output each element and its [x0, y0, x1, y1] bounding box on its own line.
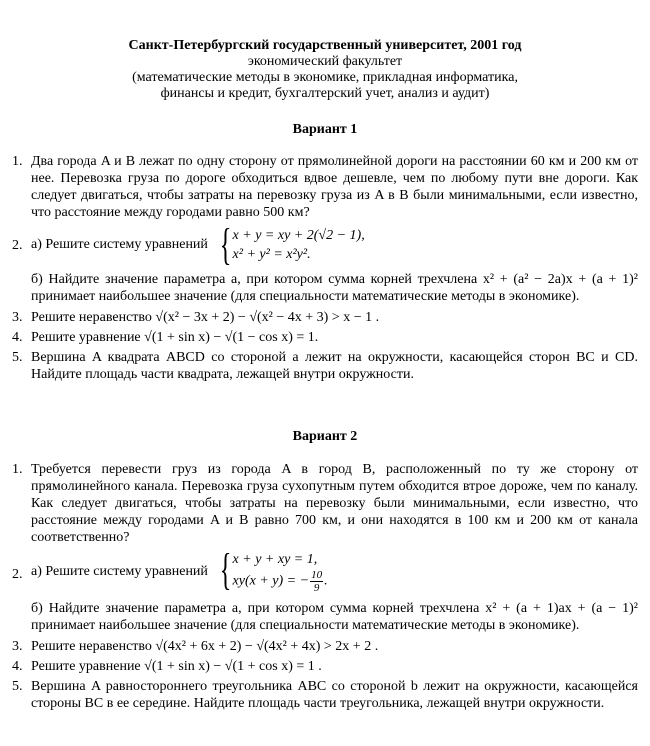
brace-icon: { [220, 545, 232, 594]
equation-line: xy(x + y) = − $\frac{10}{9}$ . [232, 569, 328, 594]
document-header [0, 38, 650, 102]
problem-text: б) Найдите значение параметра a, при котором сумма корней трехчлена x² + (a² − 2a)x + (a + 1)² принимает наибольшее значение (для специальности математические методы в экономике). [31, 272, 638, 304]
problem-item: 4. Решите уравнение √(1 + sin x) − √(1 − cos x) = 1. [12, 330, 319, 345]
problem-text: а) Решите систему уравнений [31, 237, 208, 253]
problem-item: 2. а) Решите систему уравнений { x + y + xy = 1, xy(x + y) = − $\frac{10}{9}$ . [12, 545, 328, 594]
problem-item: 1. Два города A и B лежат по одну сторону от прямолинейной дороги на расстоянии 60 км и 200 км от нее. Перевозка груза по дороге обходиться вдвое дешевле, чем по любому пути вне дороги. Как следует двигаться, чтобы затраты на перевозку груза из A в B были минимальными, если известно, что расстояние между городами равно 500 км? [12, 154, 638, 220]
problem-text: Вершина A равностороннего треугольника ABC со стороной b лежит на окружности, касающейся стороны BC в ее середине. Найдите площадь части треугольника, лежащей внутри окружности. [31, 679, 638, 711]
variant-1-problems [12, 153, 638, 386]
problem-item [12, 271, 638, 305]
problem-item: 2. а) Решите систему уравнений { x + y = xy + 2(√2 − 1), x² + y² = x²y². [12, 220, 365, 269]
problem-text: а) Решите систему уравнений [31, 564, 208, 580]
fraction: $\frac{10}{9}$ [311, 569, 323, 594]
equation-system [215, 545, 328, 594]
problem-text: Два города A и B лежат по одну сторону от прямолинейной дороги на расстоянии 60 км и 200 км от нее. Перевозка груза по дороге обходиться вдвое дешевле, чем по любому пути вне дороги. Как следует двигаться, чтобы затраты на перевозку груза из A в B были минимальными, если известно, что расстояние между городами равно 500 км? [31, 154, 638, 220]
problem-item: 1. Требуется перевести груз из города A в город B, расположенный по ту же сторону от прямолинейного канала. Перевозка груза сухопутным путем обходится втрое дороже, чем по каналу. Как следует двигаться, чтобы затраты на перевозку были минимальными, если известно, что расстояние между городами A и B равно 700 км, и они находятся в 100 км и 200 км от канала соответственно? [12, 462, 638, 545]
faculty-line: экономический факультет [247, 54, 403, 69]
problem-text: Решите уравнение √(1 + sin x) − √(1 − cos x) = 1. [31, 330, 319, 345]
equation-system [215, 220, 365, 269]
problem-item: 5. Вершина A квадрата ABCD со стороной a лежит на окружности, касающейся сторон BC и CD. Найдите площадь части квадрата, лежащей внутри окружности. [12, 350, 638, 382]
variant-1-title: Вариант 1 [292, 122, 358, 137]
variant-2-title: Вариант 2 [292, 429, 358, 444]
specialties-line-1: (математические методы в экономике, прикладная информатика, [132, 70, 518, 85]
problem-text: Решите уравнение √(1 + sin x) − √(1 + cos x) = 1 . [31, 659, 322, 674]
university-title: Санкт-Петербургский государственный университет, 2001 год [128, 38, 522, 53]
equation-line: x² + y² = x²y². [232, 247, 311, 262]
problem-item: 3. Решите неравенство √(x² − 3x + 2) − √(x² − 4x + 3) > x − 1 . [12, 310, 380, 325]
problem-text: б) Найдите значение параметра a, при котором сумма корней трехчлена x² + (a + 1)ax + (a − 1)² принимает наибольшее значение (для специальности математические методы в экономике). [31, 601, 638, 633]
equation-line: x + y + xy = 1, [232, 552, 318, 567]
problem-text: Решите неравенство √(4x² + 6x + 2) − √(4x² + 4x) > 2x + 2 . [31, 639, 379, 654]
problem-item [12, 600, 638, 634]
equation-line: x + y = xy + 2(√2 − 1), [232, 228, 365, 243]
problem-item: 5. Вершина A равностороннего треугольника ABC со стороной b лежит на окружности, касающейся стороны BC в ее середине. Найдите площадь части треугольника, лежащей внутри окружности. [12, 679, 638, 711]
specialties-line-2: финансы и кредит, бухгалтерский учет, анализ и аудит) [160, 86, 490, 101]
problem-text: Требуется перевести груз из города A в город B, расположенный по ту же сторону от прямолинейного канала. Перевозка груза сухопутным путем обходится втрое дороже, чем по каналу. Как следует двигаться, чтобы затраты на перевозку были минимальными, если известно, что расстояние между городами A и B равно 700 км, и они находятся в 100 км и 200 км от канала соответственно? [31, 462, 638, 545]
problem-text: Решите неравенство √(x² − 3x + 2) − √(x² − 4x + 3) > x − 1 . [31, 310, 380, 325]
problem-text: Вершина A квадрата ABCD со стороной a лежит на окружности, касающейся сторон BC и CD. Найдите площадь части квадрата, лежащей внутри окружности. [31, 350, 638, 382]
variant-2-problems [12, 461, 638, 715]
brace-icon: { [220, 220, 232, 269]
problem-item: 4. Решите уравнение √(1 + sin x) − √(1 + cos x) = 1 . [12, 659, 322, 674]
problem-item: 3. Решите неравенство √(4x² + 6x + 2) − √(4x² + 4x) > 2x + 2 . [12, 639, 379, 654]
